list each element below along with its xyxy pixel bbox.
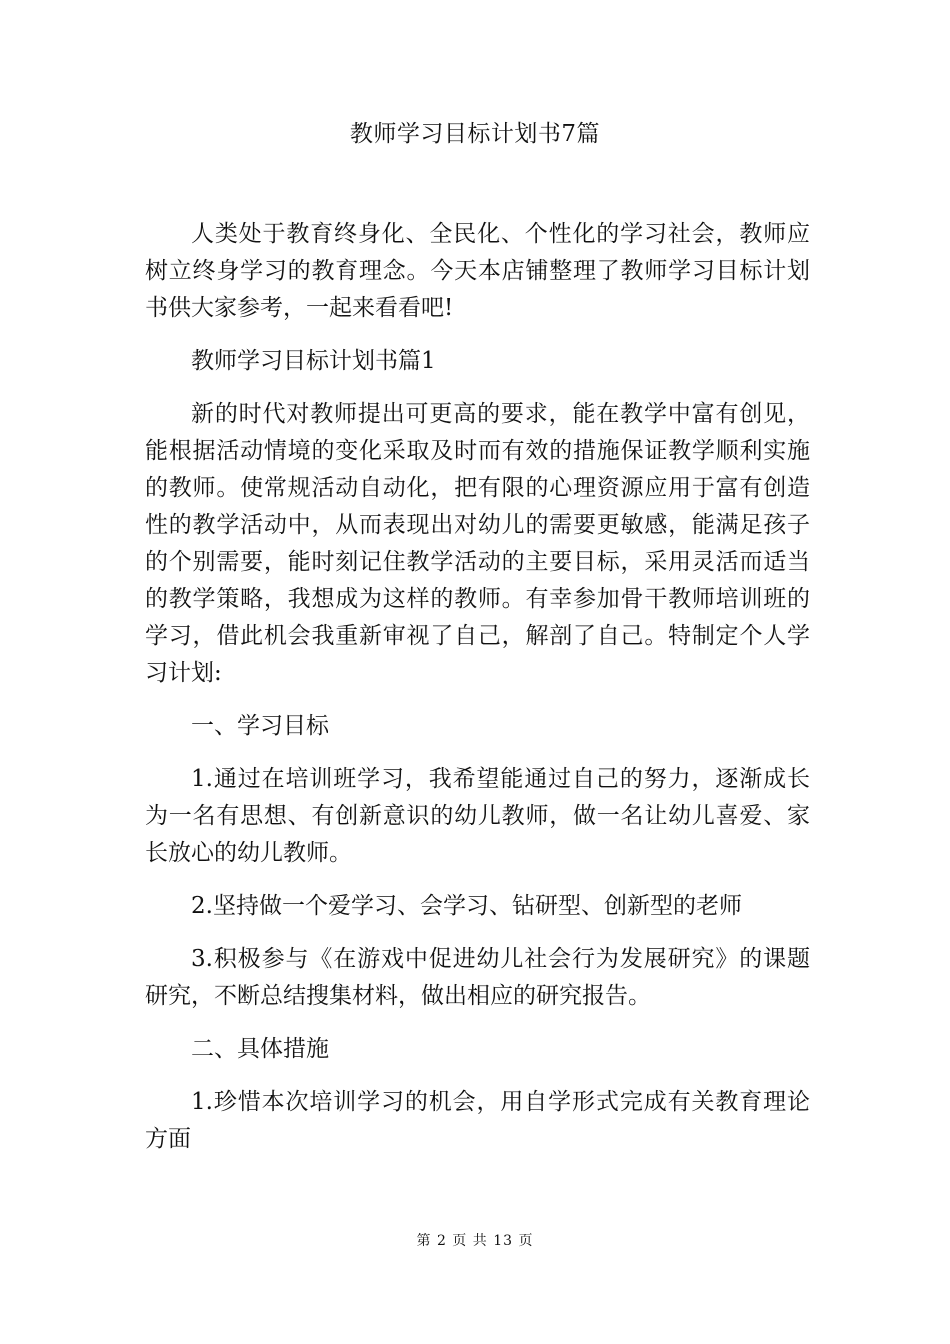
page-footer: 第 2 页 共 13 页 — [416, 1233, 534, 1249]
measure-item-1: 1.珍惜本次培训学习的机会，用自学形式完成有关教育理论方面 — [145, 1089, 810, 1152]
paragraph-intro: 人类处于教育终身化、全民化、个性化的学习社会，教师应树立终身学习的教育理念。今天本店铺整理了教师学习目标计划书供大家参考，一起来看看吧! — [145, 221, 810, 321]
paragraph-teacher-vision: 新的时代对教师提出可更高的要求，能在教学中富有创见，能根据活动情境的变化采取及时而有效的措施保证教学顺利实施的教师。使常规活动自动化，把有限的心理资源应用于富有创造性的教学活动中，从而表现出对幼儿的需要更敏感，能满足孩子的个别需要，能时刻记住教学活动的主要目标，采用灵活而适当的教学策略，我想成为这样的教师。有幸参加骨干教师培训班的学习，借此机会我重新审视了自己，解剖了自己。特制定个人学习计划: — [145, 401, 810, 686]
document-body — [145, 216, 810, 1174]
heading-learning-goals: 一、学习目标 — [191, 713, 329, 739]
goal-item-1: 1.通过在培训班学习，我希望能通过自己的努力，逐渐成长为一名有思想、有创新意识的幼儿教师，做一名让幼儿喜爱、家长放心的幼儿教师。 — [145, 766, 810, 866]
section-heading-part-1: 教师学习目标计划书篇1 — [191, 348, 436, 374]
document-title: 教师学习目标计划书7篇 — [349, 121, 601, 147]
goal-item-3: 3.积极参与《在游戏中促进幼儿社会行为发展研究》的课题研究，不断总结搜集材料，做出相应的研究报告。 — [145, 946, 810, 1009]
heading-specific-measures: 二、具体措施 — [191, 1036, 329, 1062]
goal-item-2: 2.坚持做一个爱学习、会学习、钻研型、创新型的老师 — [191, 893, 742, 919]
